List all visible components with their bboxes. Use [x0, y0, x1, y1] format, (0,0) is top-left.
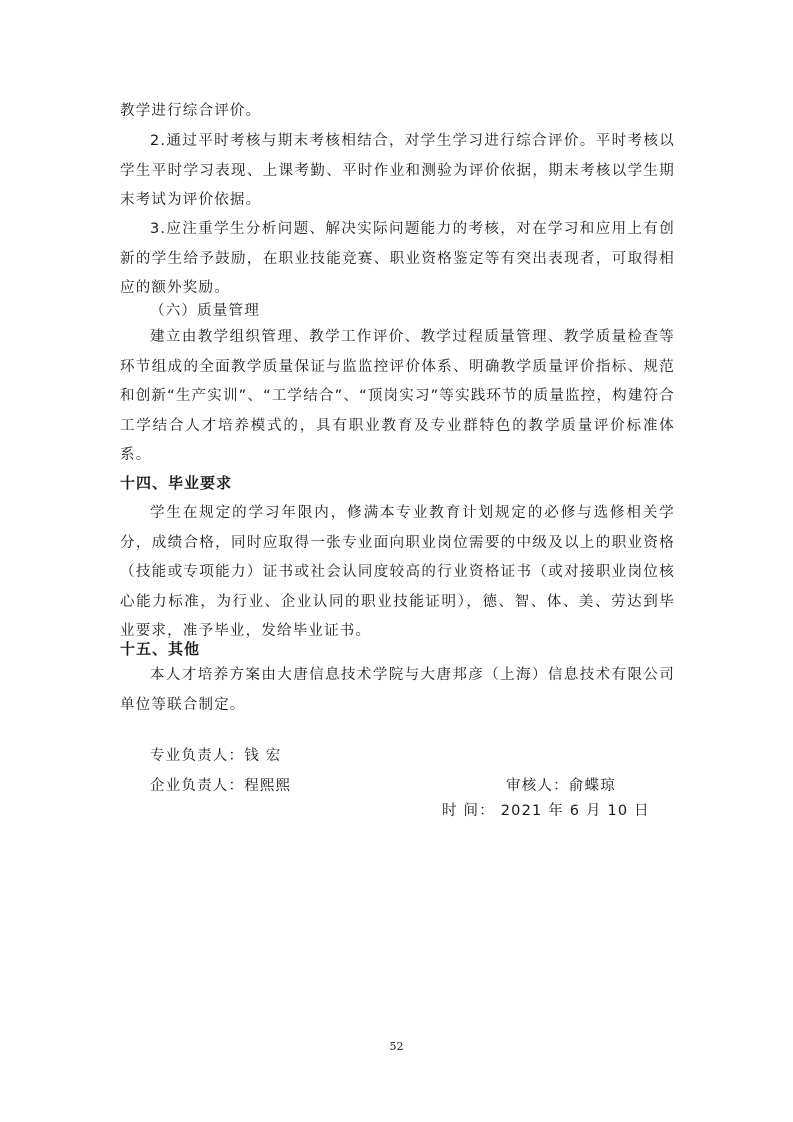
paragraph-item-3: 3.应注重学生分析问题、解决实际问题能力的考核，对在学习和应用上有创新的学生给予鼓励，在职业技能竞赛、职业资格鉴定等有突出表现者，可取得相应的额外奖励。 [120, 221, 675, 296]
paragraph-quality-management: 建立由教学组织管理、教学工作评价、教学过程质量管理、教学质量检查等环节组成的全面教学质量保证与监监控评价体系、明确教学质量评价指标、规范和创新“生产实训”、“工学结合”、“顶岗实习”等实践环节的质量监控，构建符合工学结合人才培养模式的，具有职业教育及专业群特色的教学质量评价标准体系。 [120, 329, 675, 463]
signature-major-lead: 专业负责人：钱 宏 [150, 748, 282, 764]
subsection-heading-quality: （六）质量管理 [150, 303, 260, 319]
section-heading-15: 十五、其他 [120, 640, 201, 658]
paragraph-item-2: 2.通过平时考核与期末考核相结合，对学生学习进行综合评价。平时考核以学生平时学习表现、上课考勤、平时作业和测验为评价依据，期末考核以学生期末考试为评价依据。 [120, 133, 675, 208]
paragraph-other: 本人才培养方案由大唐信息技术学院与大唐邦彦（上海）信息技术有限公司单位等联合制定。 [120, 667, 675, 713]
signature-enterprise-lead: 企业负责人：程熙熙 [150, 778, 292, 794]
section-heading-14: 十四、毕业要求 [120, 474, 233, 492]
paragraph-graduation-requirements: 学生在规定的学习年限内，修满本专业教育计划规定的必修与选修相关学分，成绩合格，同时应取得一张专业面向职业岗位需要的中级及以上的职业资格（技能或专项能力）证书或社会认同度较高的行业资格证书（或对接职业岗位核心能力标准，为行业、企业认同的职业技能证明），德、智、体、美、劳达到毕业要求，准予毕业，发给毕业证书。 [120, 505, 675, 639]
signature-reviewer: 审核人：俞蝶琼 [506, 778, 616, 794]
paragraph-continuation: 教学进行综合评价。 [120, 103, 262, 119]
page-number: 52 [389, 1040, 404, 1053]
signature-date: 时 间： 2021 年 6 月 10 日 [442, 803, 650, 819]
